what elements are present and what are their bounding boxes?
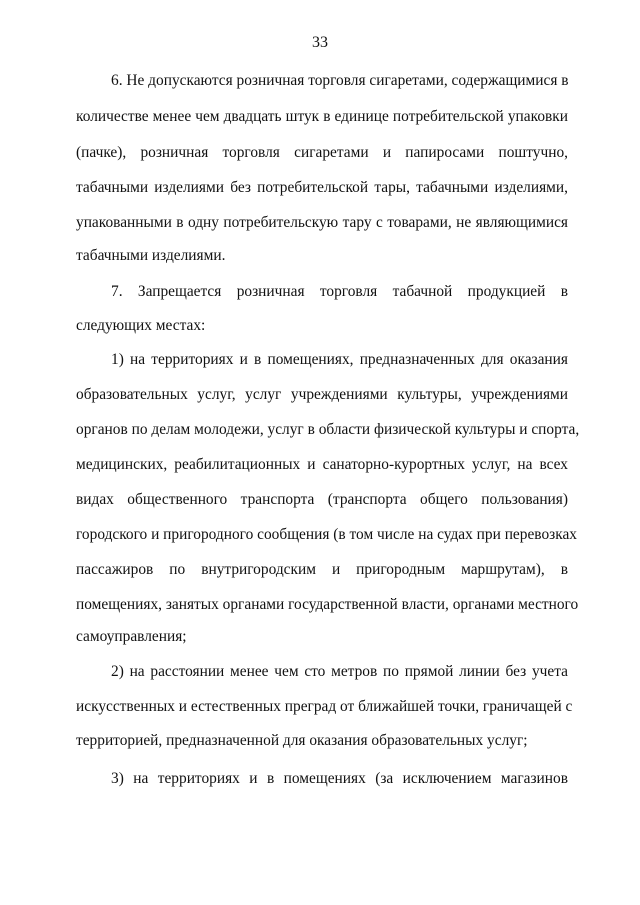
text-line: 7. Запрещается розничная торговля табачной продукцией в [111,283,568,300]
text-line: образовательных услуг, услуг учреждениями культуры, учреждениями [76,386,568,403]
text-line: пассажиров по внутригородским и пригородным маршрутам), в [76,561,568,578]
text-line: территорией, предназначенной для оказания образовательных услуг; [76,732,528,749]
page-number: 33 [312,34,328,51]
text-line: искусственных и естественных преград от ближайшей точки, граничащей с [76,698,573,715]
text-line: упакованными в одну потребительскую тару с товарами, не являющимися [76,214,568,231]
text-line: 1) на территориях и в помещениях, предназначенных для оказания [111,351,568,368]
text-line: 3) на территориях и в помещениях (за исключением магазинов [111,770,568,787]
text-line: городского и пригородного сообщения (в том числе на судах при перевозках [76,526,577,543]
text-line: органов по делам молодежи, услуг в области физической культуры и спорта, [76,421,580,438]
text-line: (пачке), розничная торговля сигаретами и папиросами поштучно, [76,144,568,161]
text-line: 2) на расстоянии менее чем сто метров по прямой линии без учета [111,663,568,680]
text-line: помещениях, занятых органами государственной власти, органами местного [76,596,579,613]
text-line: табачными изделиями без потребительской тары, табачными изделиями, [76,179,568,196]
text-line: табачными изделиями. [76,247,226,264]
text-line: самоуправления; [76,628,187,645]
text-line: 6. Не допускаются розничная торговля сигаретами, содержащимися в [111,72,569,89]
text-line: видах общественного транспорта (транспорта общего пользования) [76,491,568,508]
text-line: количестве менее чем двадцать штук в единице потребительской упаковки [76,108,568,125]
text-line: следующих местах: [76,317,206,334]
text-line: медицинских, реабилитационных и санаторно-курортных услуг, на всех [76,456,568,473]
